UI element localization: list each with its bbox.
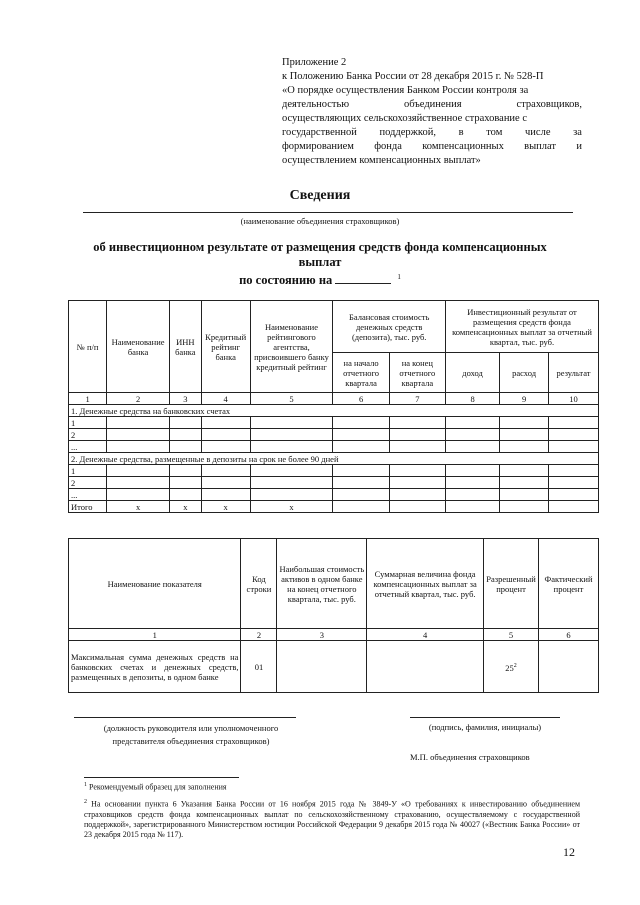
report-date-field[interactable] xyxy=(335,272,391,284)
col-number: 2 xyxy=(241,629,277,641)
table-cell[interactable] xyxy=(201,429,250,441)
table-cell[interactable] xyxy=(389,441,445,453)
table-cell[interactable] xyxy=(107,417,170,429)
header-balance: Балансовая стоимость денежных средств (депозита), тыс. руб. xyxy=(333,301,446,353)
page-title: Сведения xyxy=(289,188,351,203)
position-caption-line: представителя объединения страховщиков) xyxy=(112,736,270,746)
table-cell[interactable] xyxy=(445,441,499,453)
table-cell[interactable] xyxy=(169,441,201,453)
table-cell[interactable] xyxy=(539,641,599,693)
header-bank-name: Наименование банка xyxy=(107,301,170,393)
subtitle-date-line xyxy=(60,270,580,288)
table-cell[interactable] xyxy=(333,465,389,477)
investment-result-table xyxy=(68,300,599,513)
header-result: результат xyxy=(548,353,598,393)
col-number: 1 xyxy=(69,393,107,405)
col-number: 7 xyxy=(389,393,445,405)
table-cell[interactable] xyxy=(445,489,499,501)
position-caption xyxy=(66,722,316,748)
appendix-header xyxy=(282,56,582,168)
table-cell[interactable] xyxy=(500,429,549,441)
appendix-word: компенсационных xyxy=(422,141,504,152)
section-row xyxy=(69,405,599,417)
table-cell[interactable] xyxy=(500,441,549,453)
x-mark: x xyxy=(201,501,250,513)
table-cell[interactable] xyxy=(169,465,201,477)
row-label: ... xyxy=(69,441,107,453)
header-actual-percent: Фактический процент xyxy=(539,539,599,629)
appendix-line xyxy=(282,140,582,154)
table-cell[interactable] xyxy=(169,417,201,429)
appendix-word: числе xyxy=(525,127,551,138)
appendix-line: осуществлением компенсационных выплат» xyxy=(282,155,481,166)
total-label: Итого xyxy=(69,501,107,513)
stamp-label: М.П. объединения страховщиков xyxy=(410,752,530,762)
col-number: 8 xyxy=(445,393,499,405)
header-invest-result: Инвестиционный результат от размещения средств фонда компенсационных выплат за отчетный квартал, тыс. руб. xyxy=(445,301,598,353)
col-number: 3 xyxy=(169,393,201,405)
table-row xyxy=(69,417,599,429)
table-cell[interactable] xyxy=(201,477,250,489)
subtitle-date-label: по состоянию на xyxy=(239,273,333,288)
appendix-word: том xyxy=(486,127,503,138)
table-cell[interactable] xyxy=(500,417,549,429)
table-cell[interactable] xyxy=(333,417,389,429)
position-caption-line: (должность руководителя или уполномоченного xyxy=(103,723,279,733)
table-cell[interactable] xyxy=(389,477,445,489)
section-row xyxy=(69,453,599,465)
table-cell[interactable] xyxy=(548,441,598,453)
table-cell[interactable] xyxy=(333,489,389,501)
table-row xyxy=(69,641,599,693)
footnote-mark: 2 xyxy=(84,799,87,805)
insurer-name-field[interactable] xyxy=(83,212,573,213)
col-number: 1 xyxy=(69,629,241,641)
table-cell[interactable] xyxy=(107,429,170,441)
table-cell[interactable] xyxy=(201,441,250,453)
appendix-word: государственной xyxy=(282,127,357,138)
table-cell[interactable] xyxy=(201,489,250,501)
header-sum-fund: Суммарная величина фонда компенсационных выплат за отчетный квартал, тыс. руб. xyxy=(367,539,484,629)
appendix-line: к Положению Банка России от 28 декабря 2015 г. № 528-П xyxy=(282,71,544,82)
table-cell[interactable] xyxy=(107,441,170,453)
header-balance-end: на конец отчетного квартала xyxy=(389,353,445,393)
table-cell[interactable] xyxy=(250,441,333,453)
col-number: 5 xyxy=(250,393,333,405)
column-number-row xyxy=(69,393,599,405)
table-cell[interactable] xyxy=(389,429,445,441)
table-cell[interactable] xyxy=(250,465,333,477)
header-code: Код строки xyxy=(241,539,277,629)
table-cell[interactable] xyxy=(445,465,499,477)
section-title: 2. Денежные средства, размещенные в депозиты на срок не более 90 дней xyxy=(69,453,599,465)
appendix-line: Приложение 2 xyxy=(282,57,347,68)
col-number: 4 xyxy=(201,393,250,405)
table-cell[interactable] xyxy=(548,489,598,501)
table-cell[interactable] xyxy=(445,417,499,429)
row-code: 01 xyxy=(241,641,277,693)
table-row xyxy=(69,477,599,489)
row-label: 1 xyxy=(69,465,107,477)
col-number: 4 xyxy=(367,629,484,641)
table-cell[interactable] xyxy=(389,465,445,477)
header-expense: расход xyxy=(500,353,549,393)
appendix-line xyxy=(282,98,582,112)
table-cell[interactable] xyxy=(201,465,250,477)
table-cell[interactable] xyxy=(389,501,445,513)
table-row xyxy=(69,441,599,453)
col-number: 6 xyxy=(539,629,599,641)
column-number-row xyxy=(69,629,599,641)
col-number: 9 xyxy=(500,393,549,405)
table-cell[interactable] xyxy=(389,417,445,429)
position-signature-line[interactable] xyxy=(74,717,296,718)
table-cell[interactable] xyxy=(500,501,549,513)
page-number: 12 xyxy=(563,845,575,859)
row-label: 2 xyxy=(69,477,107,489)
table-cell[interactable] xyxy=(445,501,499,513)
appendix-word: поддержкой, xyxy=(379,127,436,138)
footnote-divider xyxy=(84,777,239,778)
col-number: 3 xyxy=(277,629,367,641)
appendix-word: за xyxy=(573,127,582,138)
table-cell[interactable] xyxy=(333,441,389,453)
header-credit-rating: Кредитный рейтинг банка xyxy=(201,301,250,393)
table-cell[interactable] xyxy=(107,489,170,501)
footnote-text: На основании пункта 6 Указания Банка России от 16 ноября 2015 года № 3849-У «О требованиях к инвестированию объединением страховщиков средств фонда компенсационных выплат по сельскохозяйственному страхованию, осуществляемому с государственной поддержкой», зарегистрированного Министерством юстиции Российской Федерации 9 декабря 2015 года № 40027 («Вестник Банка России» от 23 декабря 2015 года № 117). xyxy=(84,799,581,839)
header-income: доход xyxy=(445,353,499,393)
footnote-ref: 2 xyxy=(513,662,517,669)
signature-line[interactable] xyxy=(410,717,560,718)
footnote-text: Рекомендуемый образец для заполнения xyxy=(89,782,227,792)
row-label: 2 xyxy=(69,429,107,441)
table-cell[interactable] xyxy=(333,477,389,489)
table-cell[interactable] xyxy=(500,465,549,477)
table-cell[interactable] xyxy=(169,489,201,501)
appendix-word: фонда xyxy=(374,141,402,152)
insurer-name-caption: (наименование объединения страховщиков) xyxy=(240,216,400,226)
footnote-mark: 1 xyxy=(84,782,87,788)
report-subtitle xyxy=(60,240,580,288)
appendix-word: в xyxy=(458,127,464,138)
table-cell[interactable] xyxy=(250,429,333,441)
section-title: 1. Денежные средства на банковских счетах xyxy=(69,405,599,417)
table-cell[interactable] xyxy=(250,477,333,489)
appendix-word: выплат xyxy=(524,141,557,152)
allowed-percent-cell xyxy=(484,641,539,693)
table-cell[interactable] xyxy=(201,417,250,429)
footnote-1 xyxy=(84,782,227,792)
appendix-line: «О порядке осуществления Банком России контроля за xyxy=(282,85,529,96)
header-balance-start: на начало отчетного квартала xyxy=(333,353,389,393)
appendix-word: объединения xyxy=(404,99,462,110)
indicator-name: Максимальная сумма денежных средств на банковских счетах и денежных средств, размещенных в депозиты, в одном банке xyxy=(69,641,241,693)
col-number: 10 xyxy=(548,393,598,405)
table-cell[interactable] xyxy=(445,477,499,489)
header-allowed-percent: Разрешенный процент xyxy=(484,539,539,629)
table-cell[interactable] xyxy=(548,465,598,477)
table-cell[interactable] xyxy=(107,465,170,477)
allowed-percent-value: 25 xyxy=(505,662,514,673)
footnote-ref: 1 xyxy=(397,273,401,281)
signature-caption: (подпись, фамилия, инициалы) xyxy=(428,722,542,732)
col-number: 5 xyxy=(484,629,539,641)
table-cell[interactable] xyxy=(107,477,170,489)
total-row xyxy=(69,501,599,513)
col-number: 6 xyxy=(333,393,389,405)
appendix-line xyxy=(282,126,582,140)
concentration-table xyxy=(68,538,599,693)
x-mark: x xyxy=(250,501,333,513)
table-cell[interactable] xyxy=(548,477,598,489)
table-cell[interactable] xyxy=(250,489,333,501)
table-row xyxy=(69,489,599,501)
table-cell[interactable] xyxy=(169,477,201,489)
footnote-2 xyxy=(84,797,580,840)
appendix-word: страховщиков, xyxy=(516,99,582,110)
table-cell[interactable] xyxy=(333,429,389,441)
appendix-word: и xyxy=(576,141,582,152)
subtitle-line: выплат xyxy=(298,255,342,269)
table-cell[interactable] xyxy=(500,477,549,489)
appendix-word: деятельностью xyxy=(282,99,350,110)
subtitle-line: об инвестиционном результате от размещения средств фонда компенсационных xyxy=(93,240,547,254)
table-cell[interactable] xyxy=(445,429,499,441)
appendix-word: формированием xyxy=(282,141,354,152)
header-rating-agency: Наименование рейтингового агентства, присвоившего банку кредитный рейтинг xyxy=(250,301,333,393)
row-label: ... xyxy=(69,489,107,501)
header-indicator: Наименование показателя xyxy=(69,539,241,629)
header-max-cost: Наибольшая стоимость активов в одном банке на конец отчетного квартала, тыс. руб. xyxy=(277,539,367,629)
table-row xyxy=(69,429,599,441)
table-cell[interactable] xyxy=(277,641,367,693)
header-inn: ИНН банка xyxy=(169,301,201,393)
x-mark: x xyxy=(107,501,170,513)
table-cell[interactable] xyxy=(333,501,389,513)
table-cell[interactable] xyxy=(389,489,445,501)
x-mark: x xyxy=(169,501,201,513)
col-number: 2 xyxy=(107,393,170,405)
table-cell[interactable] xyxy=(548,417,598,429)
table-cell[interactable] xyxy=(169,429,201,441)
table-cell[interactable] xyxy=(548,429,598,441)
table-cell[interactable] xyxy=(548,501,598,513)
table-cell[interactable] xyxy=(367,641,484,693)
header-num: № п/п xyxy=(69,301,107,393)
table-cell[interactable] xyxy=(250,417,333,429)
table-cell[interactable] xyxy=(500,489,549,501)
appendix-line: осуществляющих сельскохозяйственное страхование с xyxy=(282,113,528,124)
row-label: 1 xyxy=(69,417,107,429)
table-row xyxy=(69,465,599,477)
